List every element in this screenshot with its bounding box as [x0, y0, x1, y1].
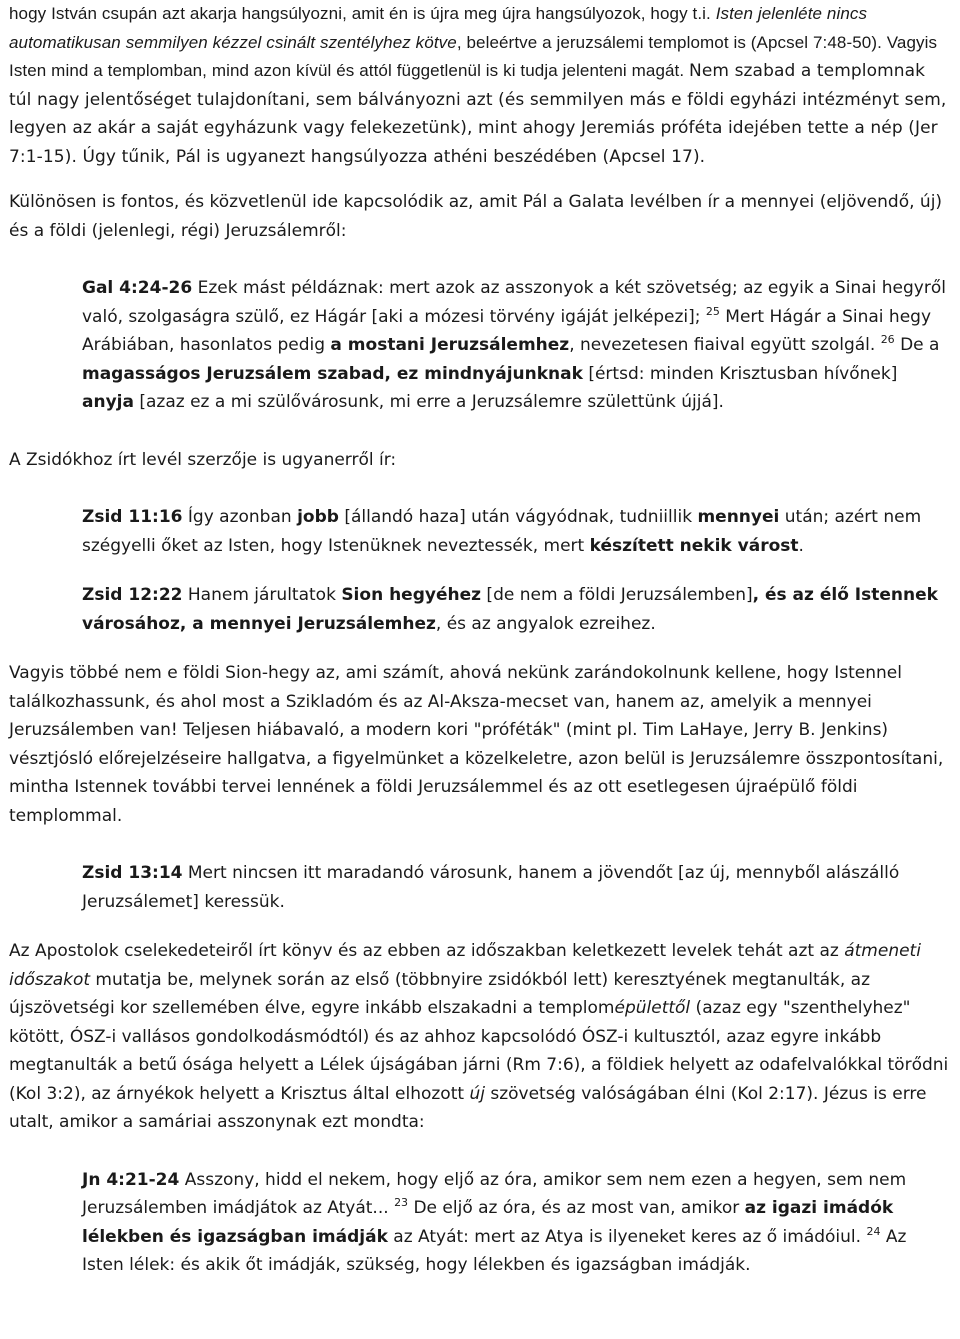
paragraph-hebrews-intro: A Zsidókhoz írt levél szerzője is ugyanerről ír:	[9, 449, 397, 470]
text-run: , beleértve a jeruzsálemi templomot is (Apcsel 7:48-50). Vagyis Isten mind a templomban, mind azon kívül és attól függetlenül is ki tudja jelenteni magát.	[9, 32, 938, 80]
text-run: Hanem járultatok	[182, 585, 342, 605]
text-run: Mert nincsen itt maradandó városunk, hanem a jövendőt [az új, mennyből alászálló Jeruzsálemet] keressük.	[82, 863, 900, 912]
text-run: Nem szabad a templomnak túl nagy jelentőséget tulajdonítani, sem bálványozni azt (és semmilyen más e földi egyházi intézményt sem, legyen az akár a saját egyházunk vagy felekezetünk), mint ahogy Jeremiás próféta idejében tette a nép (Jer 7:1-15). Úgy tűnik, Pál is ugyanezt hangsúlyozza athéni beszédében (Apcsel 17).	[9, 61, 947, 167]
text-run: [értsd: minden Krisztusban hívőnek]	[582, 363, 898, 384]
text-run: , és az angyalok ezreihez.	[435, 613, 656, 634]
verse-number: 25	[705, 304, 720, 318]
quote-jn-4-21	[82, 1166, 951, 1280]
text-run: Az Isten lélek: és akik őt imádják, szükség, hogy lélekben és igazságban imádják.	[82, 1226, 907, 1275]
text-run: [azaz ez a mi szülővárosunk, mi erre a Jeruzsálemre születtünk újjá].	[133, 392, 724, 412]
text-run: az Atyát: mert az Atya is ilyeneket keres az ő imádóiul.	[387, 1226, 867, 1247]
verse-reference: Zsid 12:22	[82, 585, 183, 605]
paragraph-temple-presence	[9, 0, 951, 171]
text-run: .	[798, 535, 804, 556]
bold-emphasis: az igazi imádók lélekben és igazságban imádják	[82, 1198, 894, 1247]
paragraph-sion-hill: Vagyis többé nem e földi Sion-hegy az, ami számít, ahová nekünk zarándokolnunk kellene, hogy Istennel találkozhassunk, és ahol most a Szikladóm és az Al-Aksza-mecset van, hanem az, amelyik a mennyei Jeruzsálemben van! Teljesen hiábavaló, a modern kori "próféták" (mint pl. Tim LaHaye, Jerry B. Jenkins) vésztjósló előrejelzéseire hallgatva, a figyelmünket a közelkeletre, azon belül is Jeruzsálemre összpontosítani, mintha Istennek további tervei lennének a földi Jeruzsálemmel és az ott esetlegesen újraépülő földi templommal.	[9, 663, 944, 826]
text-run: , nevezetesen fiaival együtt szolgál.	[569, 335, 881, 355]
bold-emphasis: mennyei	[697, 507, 780, 527]
quote-gal-4-24	[82, 274, 951, 417]
text-run: (azaz egy "szenthelyhez" kötött, ÓSZ-i vallásos gondolkodásmódtól) és az ahhoz kapcsolódó ÓSZ-i kultusztól, azaz egyre inkább megtanulták a betű ósága helyett a Lélek újságában járni (Rm 7:6), a földiek helyett az odafelvalókkal törődni (Kol 3:2), az árnyékok helyett a Krisztus által elhozott	[9, 998, 949, 1104]
quote-zsid-12-22	[82, 581, 951, 638]
verse-reference: Zsid 11:16	[82, 507, 183, 527]
text-run: De a	[894, 335, 940, 355]
bold-emphasis: jobb	[297, 507, 339, 527]
italic-emphasis: átmeneti időszakot	[9, 941, 921, 990]
italic-emphasis: Isten jelenléte nincs automatikusan semmilyen kézzel csinált szentélyhez kötve	[9, 4, 868, 52]
verse-number: 23	[394, 1196, 409, 1209]
text-run: szövetség valóságában élni (Kol 2:17). Jézus is erre utalt, amikor a samáriai asszonynak ezt mondta:	[9, 1083, 927, 1132]
italic-emphasis: épülettől	[614, 998, 691, 1018]
text-run: [állandó haza] után vágyódnak, tudniillik	[338, 507, 698, 527]
italic-emphasis: új	[469, 1083, 485, 1104]
text-run: Így azonban	[182, 507, 298, 527]
verse-reference: Gal 4:24-26	[82, 278, 193, 298]
verse-number: 24	[866, 1224, 881, 1238]
bold-emphasis: készített nekik várost	[589, 535, 799, 556]
verse-reference: Jn 4:21-24	[82, 1169, 180, 1190]
text-run: De eljő az óra, és az most van, amikor	[408, 1198, 745, 1218]
bold-emphasis: , és az élő Istennek városához, a mennyei Jeruzsálemhez	[82, 585, 938, 634]
text-run: Asszony, hidd el nekem, hogy eljő az óra, amikor sem nem ezen a hegyen, sem nem Jeruzsálemben imádjátok az Atyát...	[82, 1169, 907, 1218]
bold-emphasis: magasságos Jeruzsálem szabad, ez mindnyájunknak	[82, 363, 583, 384]
verse-reference: Zsid 13:14	[82, 863, 183, 883]
text-run: Az Apostolok cselekedeteiről írt könyv és az ebben az időszakban keletkezett levelek tehát azt az	[9, 941, 845, 961]
text-run: [de nem a földi Jeruzsálemben]	[481, 585, 753, 605]
text-run: Mert Hágár a Sinai hegy Arábiában, hasonlatos pedig	[82, 306, 932, 355]
text-run: mutatja be, melynek során az első (többnyire zsidókból lett) keresztyének megtanulták, az újszövetségi kor szellemében élve, egyre inkább elszakadni a templom	[9, 969, 871, 1018]
bold-emphasis: anyja	[82, 392, 134, 412]
bold-emphasis: Sion hegyéhez	[341, 585, 482, 605]
paragraph-galatians-intro: Különösen is fontos, és közvetlenül ide kapcsolódik az, amit Pál a Galata levélben ír a mennyei (eljövendő, új) és a földi (jelenlegi, régi) Jeruzsálemről:	[9, 192, 943, 241]
text-run: Ezek mást példáznak: mert azok az asszonyok a két szövetség; az egyik a Sinai hegyről való, szolgaságra szülő, ez Hágár [aki a mózesi törvény igáját jelképezi];	[82, 278, 946, 327]
text-run: után; azért nem szégyelli őket az Isten, hogy Istenüknek neveztessék, mert	[82, 507, 922, 556]
quote-zsid-13-14	[82, 859, 951, 916]
paragraph-acts-transition	[9, 937, 951, 1137]
bold-emphasis: a mostani Jeruzsálemhez	[330, 335, 570, 355]
verse-number: 26	[880, 333, 895, 346]
text-run: hogy István csupán azt akarja hangsúlyozni, amit én is újra meg újra hangsúlyozok, hogy t.i.	[9, 4, 716, 23]
quote-zsid-11-16	[82, 503, 951, 560]
